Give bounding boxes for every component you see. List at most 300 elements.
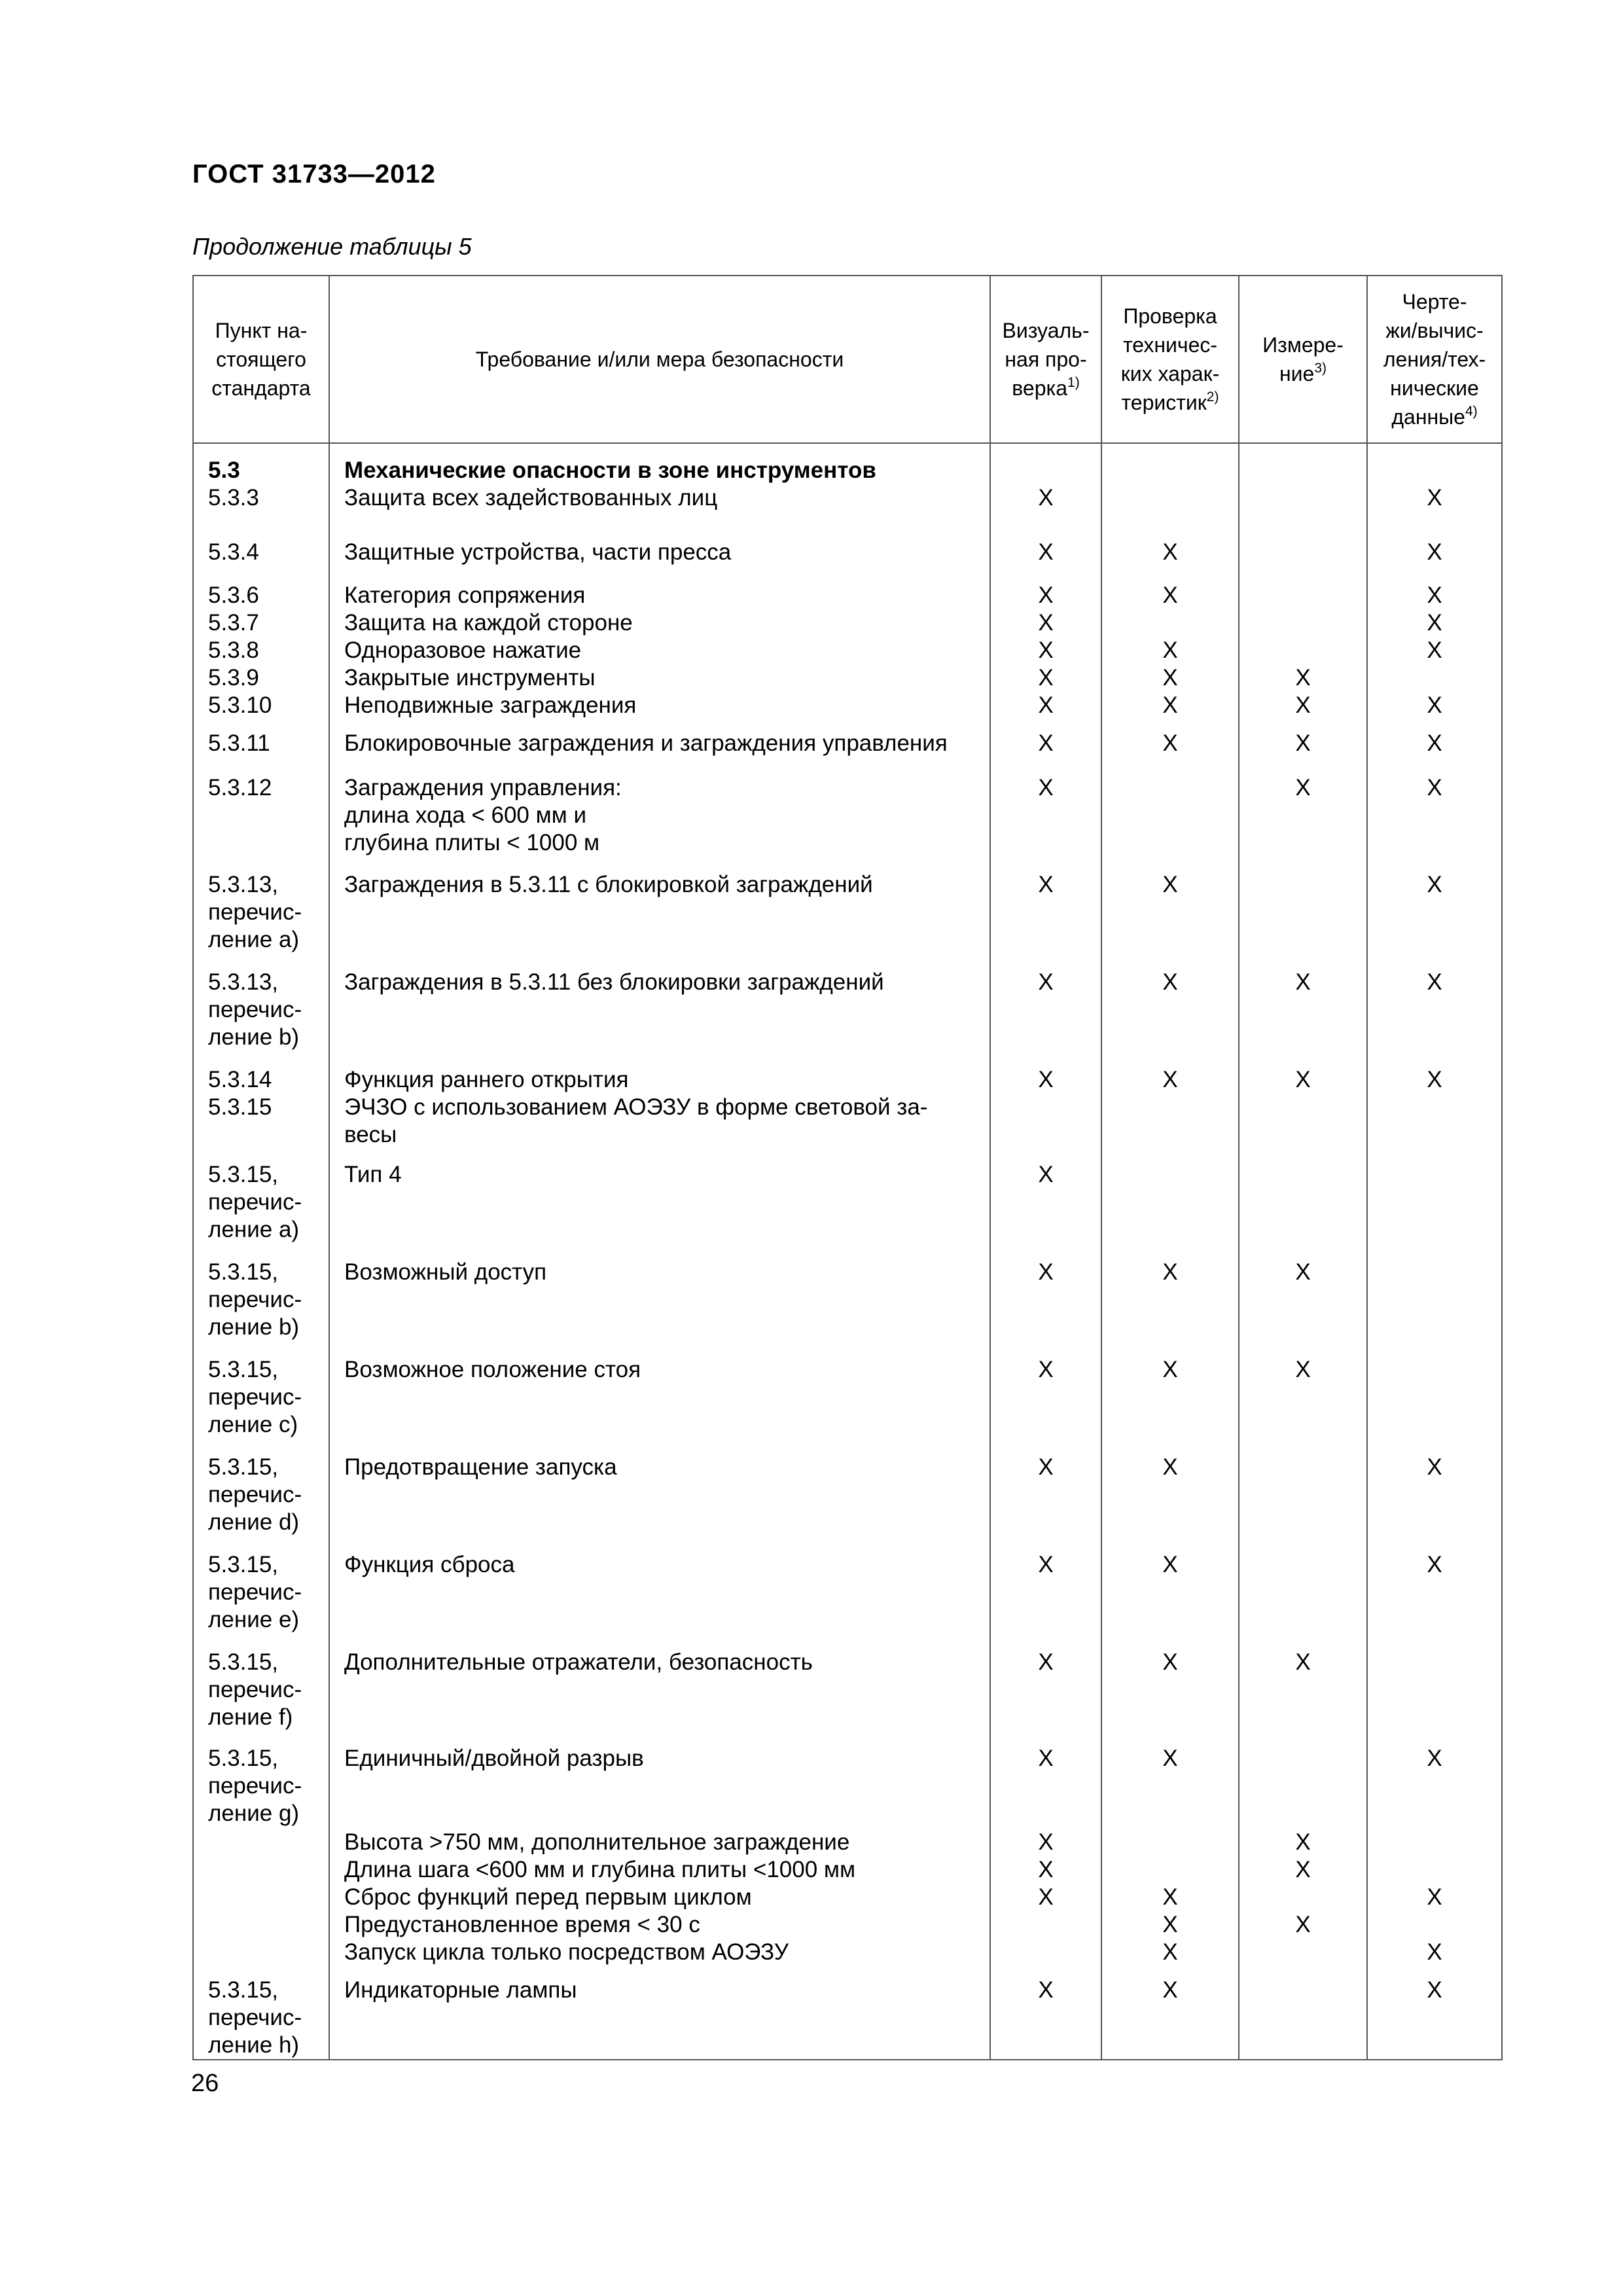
- table-row: [193, 764, 1502, 861]
- technical-check-cell: [1101, 527, 1239, 571]
- clause-cell: [193, 1151, 329, 1248]
- check-mark: X: [1038, 637, 1054, 663]
- clause-line: 5.3.10: [208, 692, 272, 718]
- check-mark: X: [1295, 1649, 1311, 1675]
- requirement-line: Функция раннего открытия: [344, 1067, 629, 1092]
- drawings-cell: [1367, 1966, 1502, 2060]
- table-row: [193, 527, 1502, 571]
- check-mark: X: [1295, 692, 1311, 718]
- requirement-line: Механические опасности в зоне инструментов: [344, 457, 876, 483]
- requirement-line: Заграждения в 5.3.11 с блокировкой заграждений: [344, 872, 873, 897]
- clause-cell: [193, 1827, 329, 1966]
- visual-check-cell: [990, 1736, 1101, 1827]
- check-mark: X: [1038, 730, 1054, 756]
- visual-check-cell: [990, 1638, 1101, 1736]
- clause-cell: [193, 443, 329, 527]
- clause-line: 5.3.15,: [208, 1454, 279, 1480]
- requirement-cell: [329, 527, 990, 571]
- visual-check-cell: [990, 1966, 1101, 2060]
- drawings-cell: [1367, 1346, 1502, 1443]
- requirement-line: глубина плиты < 1000 м: [344, 830, 600, 855]
- check-mark: [1116, 457, 1224, 484]
- clause-line: 5.3.15,: [208, 1162, 279, 1187]
- clause-line: 5.3.12: [208, 775, 272, 800]
- requirement-line: Одноразовое нажатие: [344, 637, 582, 663]
- check-mark: X: [1295, 969, 1311, 995]
- check-mark: X: [1295, 665, 1311, 691]
- check-mark: X: [1038, 485, 1054, 511]
- check-mark: X: [1162, 583, 1178, 608]
- check-mark: X: [1162, 539, 1178, 565]
- measurement-cell: [1239, 1541, 1367, 1638]
- visual-check-cell: [990, 1346, 1101, 1443]
- measurement-cell: [1239, 1638, 1367, 1736]
- technical-check-cell: [1101, 1443, 1239, 1541]
- requirement-cell: [329, 1736, 990, 1827]
- check-mark: X: [1038, 583, 1054, 608]
- drawings-cell: [1367, 1248, 1502, 1346]
- requirement-cell: [329, 1248, 990, 1346]
- clause-line: ление d): [208, 1509, 300, 1535]
- check-mark: [1382, 1911, 1487, 1939]
- header-visual-check: Визуаль- ная про- верка$^{1)}$: [990, 276, 1101, 443]
- measurement-cell: [1239, 958, 1367, 1056]
- clause-line: перечис-: [208, 899, 302, 925]
- requirement-line: Функция сброса: [344, 1552, 515, 1577]
- drawings-cell: [1367, 719, 1502, 764]
- clause-line: ление h): [208, 2032, 300, 2058]
- clause-line: ление а): [208, 1217, 300, 1242]
- header-requirement: Требование и/или мера безопасности: [329, 276, 990, 443]
- table-row: [193, 1443, 1502, 1541]
- check-mark: X: [1162, 1912, 1178, 1937]
- check-mark: [1254, 582, 1352, 609]
- clause-cell: [193, 1638, 329, 1736]
- check-mark: X: [1162, 1552, 1178, 1577]
- clause-line: ление с): [208, 1412, 298, 1437]
- measurement-cell: [1239, 527, 1367, 571]
- visual-check-cell: [990, 443, 1101, 527]
- clause-line: 5.3.15,: [208, 1977, 279, 2003]
- check-mark: [1254, 484, 1352, 512]
- check-mark: X: [1162, 872, 1178, 897]
- clause-line: 5.3.13,: [208, 969, 279, 995]
- check-mark: X: [1162, 692, 1178, 718]
- clause-line: перечис-: [208, 997, 302, 1022]
- check-mark: X: [1427, 730, 1442, 756]
- check-mark: [1116, 609, 1224, 637]
- technical-check-cell: [1101, 958, 1239, 1056]
- clause-line: ление е): [208, 1607, 300, 1632]
- measurement-cell: [1239, 443, 1367, 527]
- clause-line: ление g): [208, 1801, 300, 1826]
- requirement-line: длина хода < 600 мм и: [344, 802, 587, 828]
- clause-line: 5.3.15,: [208, 1746, 279, 1771]
- measurement-cell: [1239, 1736, 1367, 1827]
- table-row: [193, 958, 1502, 1056]
- clause-line: 5.3.8: [208, 637, 259, 663]
- requirement-cell: [329, 861, 990, 958]
- check-mark: X: [1038, 610, 1054, 636]
- requirement-line: весы: [344, 1122, 397, 1147]
- check-mark: [1254, 609, 1352, 637]
- check-mark: [1116, 484, 1224, 512]
- check-mark: X: [1038, 665, 1054, 691]
- drawings-cell: [1367, 764, 1502, 861]
- requirement-line: Защита на каждой стороне: [344, 610, 633, 636]
- measurement-cell: [1239, 764, 1367, 861]
- technical-check-cell: [1101, 1346, 1239, 1443]
- visual-check-cell: [990, 1827, 1101, 1966]
- drawings-cell: [1367, 861, 1502, 958]
- visual-check-cell: [990, 1248, 1101, 1346]
- technical-check-cell: [1101, 1736, 1239, 1827]
- visual-check-cell: [990, 764, 1101, 861]
- requirement-line: Защита всех задействованных лиц: [344, 485, 718, 511]
- check-mark: X: [1427, 610, 1442, 636]
- clause-cell: [193, 764, 329, 861]
- clause-cell: [193, 1056, 329, 1151]
- clause-line: 5.3.11: [208, 730, 270, 756]
- visual-check-cell: [990, 1056, 1101, 1151]
- visual-check-cell: [990, 1541, 1101, 1638]
- check-mark: X: [1162, 730, 1178, 756]
- requirement-line: Возможное положение стоя: [344, 1357, 641, 1382]
- check-mark: X: [1427, 1552, 1442, 1577]
- requirement-line: Длина шага <600 мм и глубина плиты <1000 мм: [344, 1857, 856, 1882]
- visual-check-cell: [990, 527, 1101, 571]
- requirement-line: Индикаторные лампы: [344, 1977, 577, 2003]
- clause-line: перечис-: [208, 1189, 302, 1215]
- measurement-cell: [1239, 861, 1367, 958]
- table-row: [193, 1827, 1502, 1966]
- header-measurement: Измере- ние$^{3)}$: [1239, 276, 1367, 443]
- check-mark: X: [1038, 1259, 1054, 1285]
- clause-line: перечис-: [208, 2005, 302, 2030]
- check-mark: X: [1162, 1746, 1178, 1771]
- check-mark: X: [1038, 1857, 1054, 1882]
- requirement-cell: [329, 443, 990, 527]
- check-mark: X: [1427, 692, 1442, 718]
- clause-line: 5.3.3: [208, 485, 259, 511]
- check-mark: X: [1038, 1162, 1054, 1187]
- check-mark: X: [1038, 1649, 1054, 1675]
- table-row: [193, 719, 1502, 764]
- check-mark: X: [1427, 1454, 1442, 1480]
- check-mark: [1254, 457, 1352, 484]
- clause-line: перечис-: [208, 1287, 302, 1312]
- clause-line: 5.3: [208, 457, 240, 483]
- clause-line: перечис-: [208, 1384, 302, 1410]
- check-mark: [1254, 1551, 1352, 1579]
- table-body: [193, 443, 1502, 2060]
- table-row: [193, 443, 1502, 527]
- check-mark: [1005, 1939, 1086, 1966]
- check-mark: X: [1427, 872, 1442, 897]
- clause-line: 5.3.15,: [208, 1552, 279, 1577]
- technical-check-cell: [1101, 571, 1239, 719]
- drawings-cell: [1367, 527, 1502, 571]
- technical-check-cell: [1101, 764, 1239, 861]
- table-row: [193, 1056, 1502, 1151]
- drawings-cell: [1367, 1541, 1502, 1638]
- table-row: [193, 571, 1502, 719]
- requirement-line: Единичный/двойной разрыв: [344, 1746, 644, 1771]
- clause-line: перечис-: [208, 1482, 302, 1507]
- check-mark: X: [1038, 1977, 1054, 2003]
- check-mark: [1382, 1356, 1487, 1384]
- check-mark: X: [1427, 775, 1442, 800]
- requirement-line: Блокировочные заграждения и заграждения управления: [344, 730, 948, 756]
- clause-cell: [193, 1736, 329, 1827]
- check-mark: X: [1162, 1259, 1178, 1285]
- measurement-cell: [1239, 571, 1367, 719]
- check-mark: [1254, 637, 1352, 664]
- measurement-cell: [1239, 1827, 1367, 1966]
- check-mark: [1254, 1161, 1352, 1189]
- table-row: [193, 1346, 1502, 1443]
- drawings-cell: [1367, 1151, 1502, 1248]
- table-row: [193, 1736, 1502, 1827]
- check-mark: X: [1427, 1977, 1442, 2003]
- requirement-cell: [329, 764, 990, 861]
- clause-cell: [193, 1443, 329, 1541]
- clause-line: 5.3.4: [208, 539, 259, 565]
- clause-line: ление b): [208, 1024, 300, 1050]
- check-mark: [1254, 539, 1352, 566]
- header-technical-check: Проверка техничес- ких харак- теристик$^{2)}$: [1101, 276, 1239, 443]
- clause-line: 5.3.15: [208, 1094, 272, 1120]
- clause-cell: [193, 958, 329, 1056]
- clause-cell: [193, 1346, 329, 1443]
- check-mark: X: [1038, 1454, 1054, 1480]
- requirement-line: Предустановленное время < 30 с: [344, 1912, 700, 1937]
- drawings-cell: [1367, 1736, 1502, 1827]
- requirement-line: Тип 4: [344, 1162, 402, 1187]
- check-mark: [1005, 457, 1086, 484]
- requirement-cell: [329, 1827, 990, 1966]
- technical-check-cell: [1101, 1966, 1239, 2060]
- drawings-cell: [1367, 1638, 1502, 1736]
- check-mark: X: [1427, 637, 1442, 663]
- requirement-line: Предотвращение запуска: [344, 1454, 617, 1480]
- page-number: 26: [191, 2070, 219, 2097]
- technical-check-cell: [1101, 1248, 1239, 1346]
- clause-line: перечис-: [208, 1579, 302, 1605]
- check-mark: X: [1038, 775, 1054, 800]
- check-mark: X: [1162, 1357, 1178, 1382]
- check-mark: X: [1427, 1884, 1442, 1910]
- requirement-line: Заграждения управления:: [344, 775, 622, 800]
- visual-check-cell: [990, 958, 1101, 1056]
- check-mark: [1382, 1161, 1487, 1189]
- drawings-cell: [1367, 443, 1502, 527]
- clause-cell: [193, 1541, 329, 1638]
- check-mark: X: [1162, 1977, 1178, 2003]
- clause-line: 5.3.9: [208, 665, 259, 691]
- table-row: [193, 1541, 1502, 1638]
- check-mark: X: [1427, 1067, 1442, 1092]
- visual-check-cell: [990, 719, 1101, 764]
- requirement-cell: [329, 1541, 990, 1638]
- clause-cell: [193, 1966, 329, 2060]
- check-mark: X: [1038, 539, 1054, 565]
- requirement-line: Закрытые инструменты: [344, 665, 596, 691]
- table-caption: Продолжение таблицы 5: [192, 233, 472, 260]
- check-mark: X: [1295, 1259, 1311, 1285]
- technical-check-cell: [1101, 719, 1239, 764]
- technical-check-cell: [1101, 1638, 1239, 1736]
- check-mark: X: [1162, 1067, 1178, 1092]
- check-mark: [1382, 1856, 1487, 1884]
- table-header-row: [193, 276, 1502, 443]
- check-mark: [1116, 1829, 1224, 1856]
- check-mark: [1254, 1454, 1352, 1481]
- check-mark: X: [1295, 1829, 1311, 1855]
- clause-line: перечис-: [208, 1677, 302, 1702]
- measurement-cell: [1239, 719, 1367, 764]
- technical-check-cell: [1101, 1541, 1239, 1638]
- technical-check-cell: [1101, 1056, 1239, 1151]
- measurement-cell: [1239, 1346, 1367, 1443]
- check-mark: [1254, 1939, 1352, 1966]
- requirement-cell: [329, 958, 990, 1056]
- check-mark: X: [1162, 1884, 1178, 1910]
- check-mark: X: [1427, 583, 1442, 608]
- visual-check-cell: [990, 1443, 1101, 1541]
- table-row: [193, 1151, 1502, 1248]
- check-mark: [1382, 1649, 1487, 1676]
- requirement-line: Неподвижные заграждения: [344, 692, 637, 718]
- requirement-cell: [329, 719, 990, 764]
- requirement-line: Категория сопряжения: [344, 583, 586, 608]
- clause-line: 5.3.15,: [208, 1649, 279, 1675]
- check-mark: X: [1295, 1357, 1311, 1382]
- technical-check-cell: [1101, 861, 1239, 958]
- technical-check-cell: [1101, 443, 1239, 527]
- check-mark: X: [1427, 1746, 1442, 1771]
- requirement-line: Высота >750 мм, дополнительное заграждение: [344, 1829, 850, 1855]
- check-mark: X: [1162, 1939, 1178, 1965]
- check-mark: X: [1295, 730, 1311, 756]
- visual-check-cell: [990, 1151, 1101, 1248]
- header-drawings: Черте- жи/вычис- ления/тех- нические данные$^{4)}$: [1367, 276, 1502, 443]
- requirement-line: ЭЧЗО с использованием АОЭЗУ в форме световой за-: [344, 1094, 928, 1120]
- drawings-cell: [1367, 1827, 1502, 1966]
- requirement-line: Дополнительные отражатели, безопасность: [344, 1649, 813, 1675]
- requirement-cell: [329, 1443, 990, 1541]
- clause-cell: [193, 571, 329, 719]
- clause-cell: [193, 861, 329, 958]
- check-mark: [1382, 1829, 1487, 1856]
- check-mark: X: [1038, 1552, 1054, 1577]
- requirement-cell: [329, 1638, 990, 1736]
- check-mark: X: [1038, 692, 1054, 718]
- document-code: ГОСТ 31733—2012: [192, 160, 436, 188]
- clause-cell: [193, 527, 329, 571]
- technical-check-cell: [1101, 1151, 1239, 1248]
- check-mark: X: [1162, 969, 1178, 995]
- clause-line: 5.3.7: [208, 610, 259, 636]
- check-mark: X: [1038, 1067, 1054, 1092]
- check-mark: X: [1038, 1357, 1054, 1382]
- measurement-cell: [1239, 1248, 1367, 1346]
- measurement-cell: [1239, 1151, 1367, 1248]
- check-mark: [1254, 871, 1352, 899]
- table-row: [193, 1966, 1502, 2060]
- requirement-cell: [329, 1966, 990, 2060]
- requirement-line: Заграждения в 5.3.11 без блокировки заграждений: [344, 969, 884, 995]
- check-mark: X: [1427, 539, 1442, 565]
- technical-check-cell: [1101, 1827, 1239, 1966]
- drawings-cell: [1367, 571, 1502, 719]
- table-row: [193, 861, 1502, 958]
- measurement-cell: [1239, 1966, 1367, 2060]
- measurement-cell: [1239, 1443, 1367, 1541]
- clause-cell: [193, 1248, 329, 1346]
- check-mark: X: [1427, 969, 1442, 995]
- clause-line: ление f): [208, 1704, 293, 1730]
- header-clause: Пункт на- стоящего стандарта: [193, 276, 329, 443]
- check-mark: X: [1427, 485, 1442, 511]
- check-mark: X: [1038, 1884, 1054, 1910]
- check-mark: X: [1295, 1912, 1311, 1937]
- clause-line: перечис-: [208, 1773, 302, 1799]
- check-mark: [1382, 457, 1487, 484]
- table-row: [193, 1638, 1502, 1736]
- requirement-line: Возможный доступ: [344, 1259, 547, 1285]
- visual-check-cell: [990, 571, 1101, 719]
- check-mark: [1116, 774, 1224, 802]
- check-mark: [1254, 1745, 1352, 1772]
- check-mark: X: [1295, 1067, 1311, 1092]
- clause-line: ление b): [208, 1314, 300, 1340]
- drawings-cell: [1367, 958, 1502, 1056]
- check-mark: X: [1162, 1454, 1178, 1480]
- check-mark: [1005, 1911, 1086, 1939]
- clause-line: 5.3.6: [208, 583, 259, 608]
- check-mark: [1382, 664, 1487, 692]
- check-mark: X: [1295, 775, 1311, 800]
- check-mark: X: [1162, 1649, 1178, 1675]
- requirement-cell: [329, 1346, 990, 1443]
- clause-line: 5.3.14: [208, 1067, 272, 1092]
- clause-line: ление а): [208, 927, 300, 952]
- requirement-line: Запуск цикла только посредством АОЭЗУ: [344, 1939, 789, 1965]
- check-mark: X: [1162, 665, 1178, 691]
- table-row: [193, 1248, 1502, 1346]
- requirement-cell: [329, 571, 990, 719]
- check-mark: [1254, 1884, 1352, 1911]
- check-mark: X: [1038, 1746, 1054, 1771]
- requirement-cell: [329, 1056, 990, 1151]
- check-mark: X: [1295, 1857, 1311, 1882]
- check-mark: [1254, 1977, 1352, 2004]
- check-mark: [1116, 1856, 1224, 1884]
- check-mark: X: [1162, 637, 1178, 663]
- drawings-cell: [1367, 1056, 1502, 1151]
- requirement-line: Сброс функций перед первым циклом: [344, 1884, 752, 1910]
- requirement-cell: [329, 1151, 990, 1248]
- check-mark: [1116, 1161, 1224, 1189]
- check-mark: X: [1038, 872, 1054, 897]
- clause-line: 5.3.13,: [208, 872, 279, 897]
- check-mark: [1382, 1259, 1487, 1286]
- measurement-cell: [1239, 1056, 1367, 1151]
- visual-check-cell: [990, 861, 1101, 958]
- check-mark: X: [1038, 969, 1054, 995]
- clause-line: 5.3.15,: [208, 1357, 279, 1382]
